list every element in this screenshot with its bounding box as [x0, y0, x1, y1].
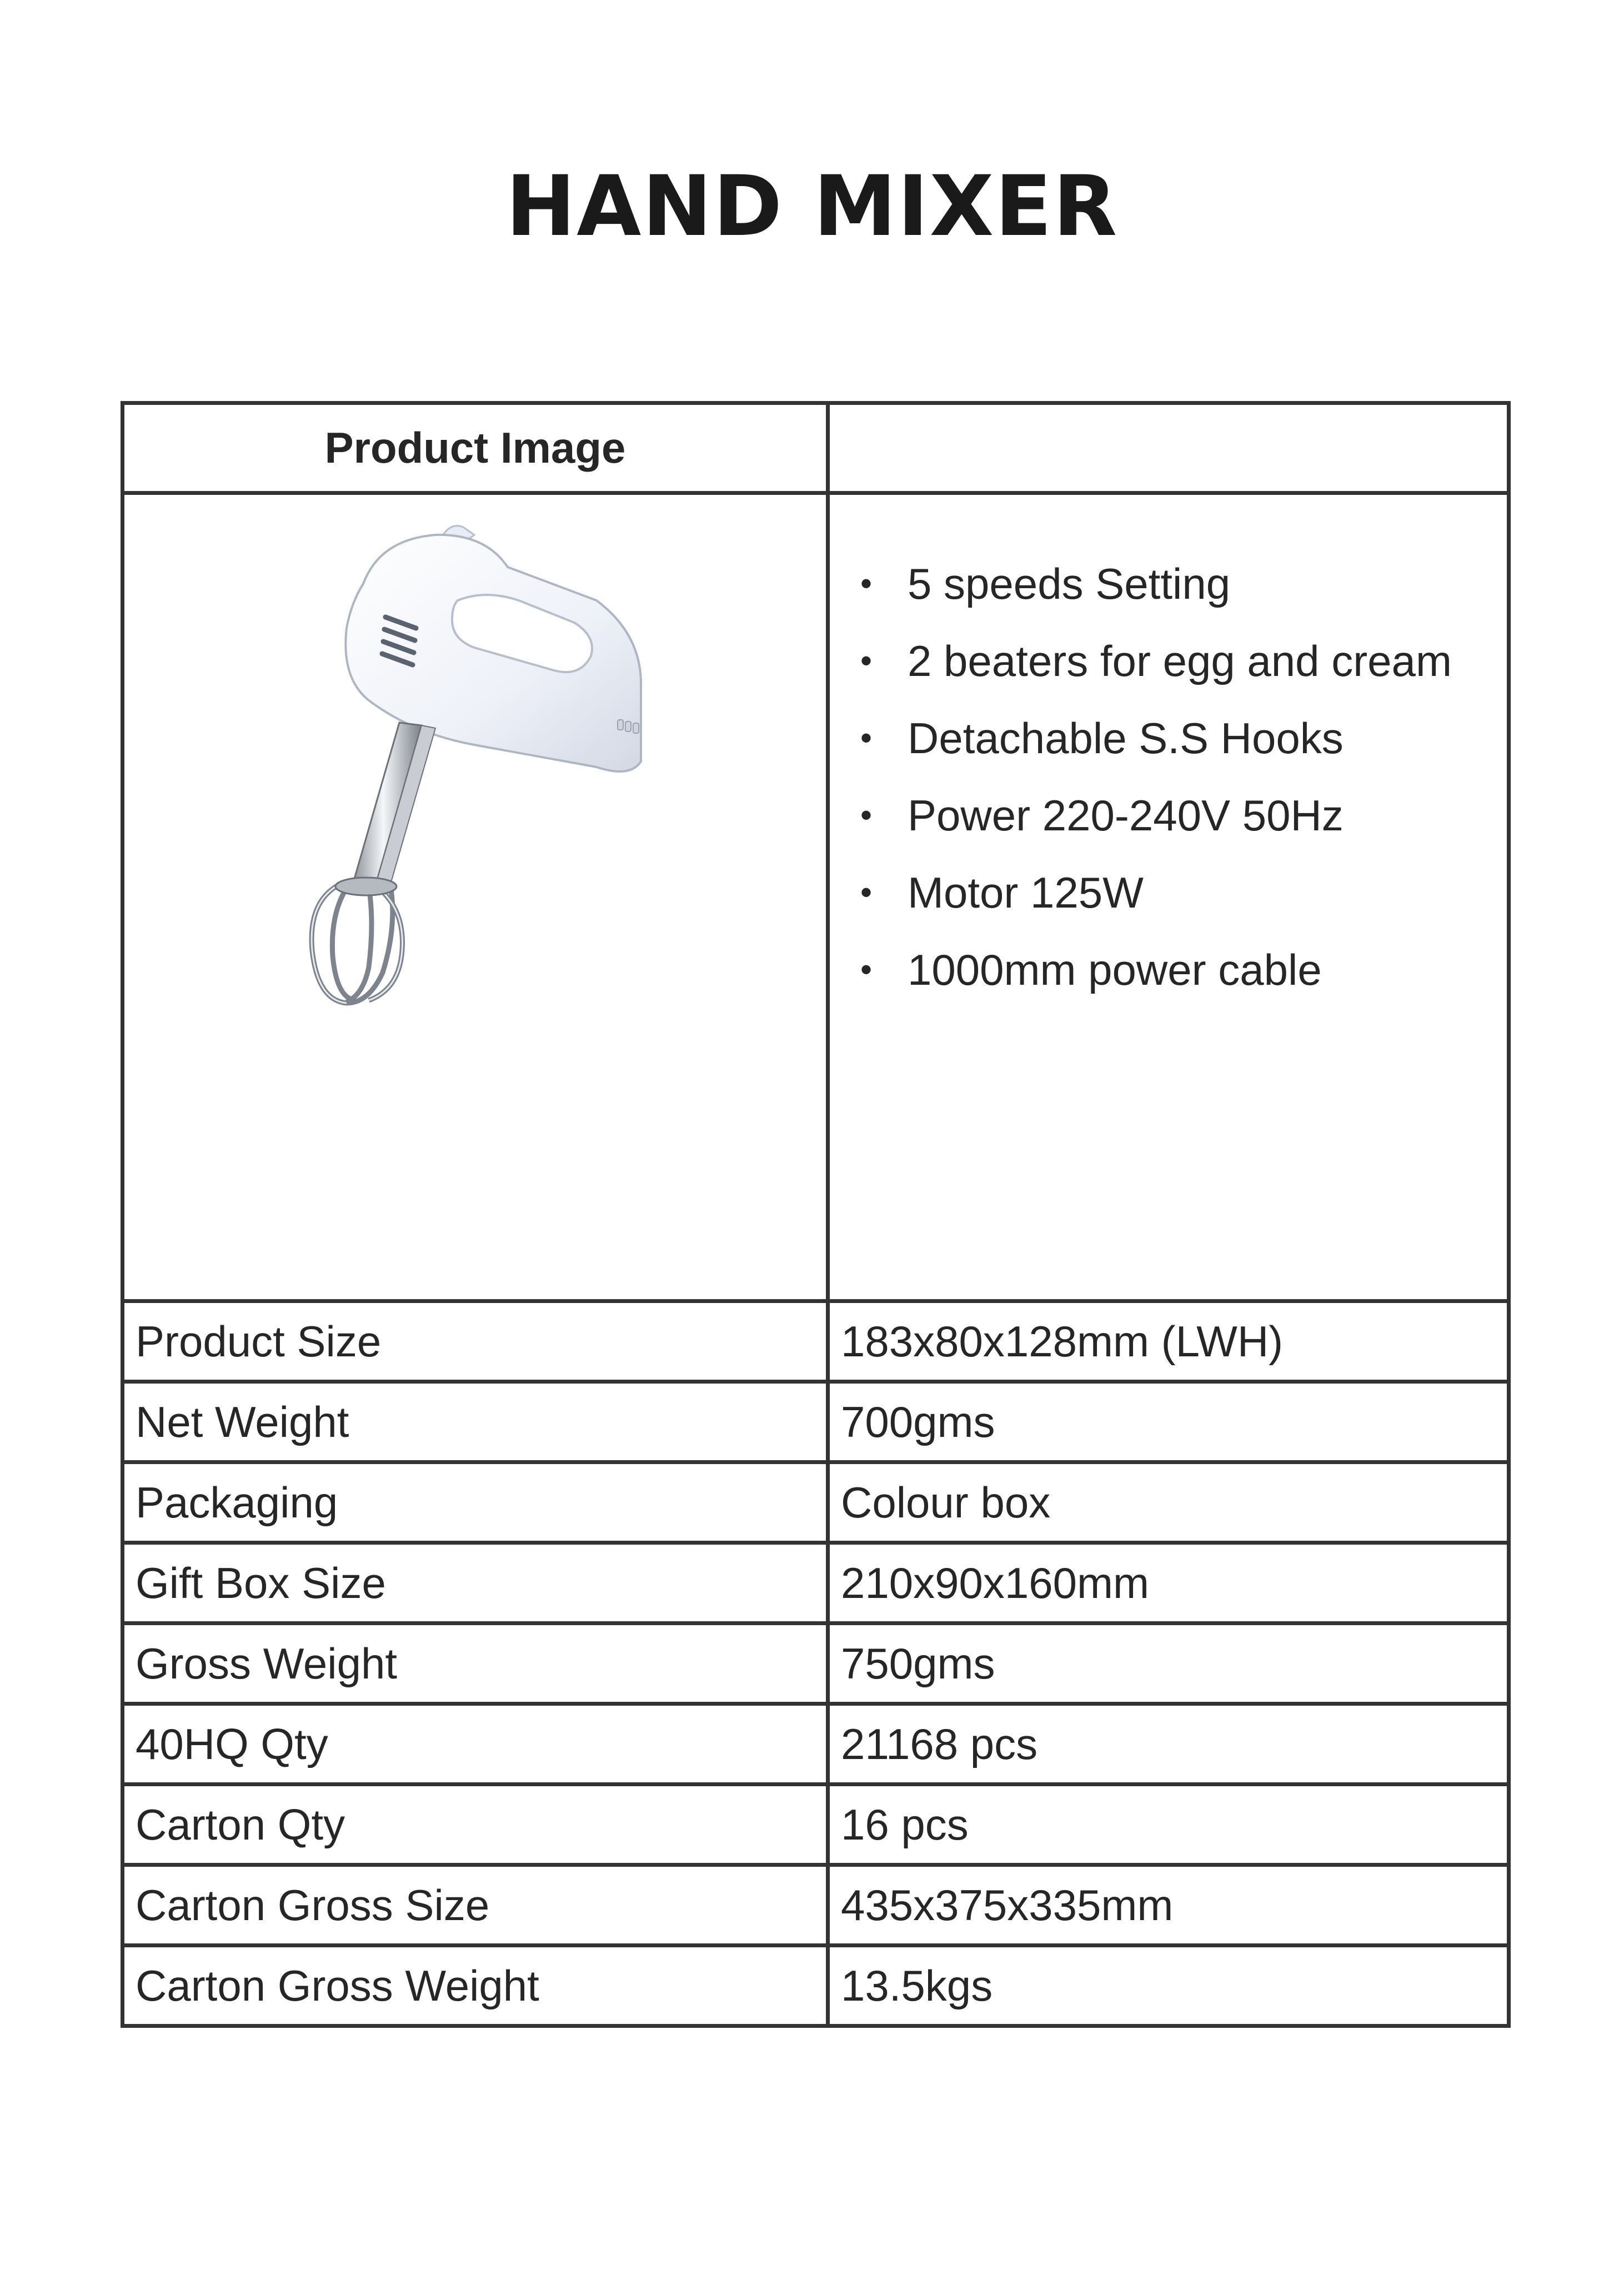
feature-text: 2 beaters for egg and cream	[908, 637, 1452, 685]
table-row	[123, 1382, 1509, 1462]
image-row	[123, 493, 1509, 1301]
page-title: HAND MIXER	[505, 158, 1119, 255]
table-row	[123, 1785, 1509, 1865]
table-row	[123, 1301, 1509, 1382]
row-label: Carton Qty	[123, 1785, 828, 1865]
row-value: 13.5kgs	[828, 1946, 1509, 2026]
row-value: Colour box	[828, 1462, 1509, 1543]
bullet-icon: •	[860, 951, 873, 988]
header-product-image: Product Image	[123, 403, 828, 493]
row-label: Carton Gross Weight	[123, 1946, 828, 2026]
bullet-icon: •	[860, 642, 873, 679]
list-item	[860, 713, 1507, 790]
feature-text: Motor 125W	[908, 868, 1144, 917]
table-row	[123, 1865, 1509, 1946]
row-label: Gift Box Size	[123, 1543, 828, 1623]
table-row	[123, 1543, 1509, 1623]
table-row	[123, 1462, 1509, 1543]
row-label: 40HQ Qty	[123, 1704, 828, 1785]
spec-table	[121, 401, 1511, 2028]
row-value: 16 pcs	[828, 1785, 1509, 1865]
row-value: 183x80x128mm (LWH)	[828, 1301, 1509, 1382]
row-label: Carton Gross Size	[123, 1865, 828, 1946]
row-label: Gross Weight	[123, 1623, 828, 1704]
feature-text: Power 220-240V 50Hz	[908, 791, 1344, 840]
table-row	[123, 1946, 1509, 2026]
list-item	[860, 790, 1507, 868]
feature-text: Detachable S.S Hooks	[908, 714, 1344, 763]
feature-text: 1000mm power cable	[908, 945, 1322, 994]
list-item	[860, 636, 1507, 713]
header-empty-cell	[828, 403, 1509, 493]
row-value: 435x375x335mm	[828, 1865, 1509, 1946]
row-value: 700gms	[828, 1382, 1509, 1462]
hand-mixer-image	[285, 500, 663, 1039]
row-value: 750gms	[828, 1623, 1509, 1704]
feature-text: 5 speeds Setting	[908, 559, 1231, 608]
feature-list	[830, 495, 1507, 1022]
bullet-icon: •	[860, 796, 873, 834]
bullet-icon: •	[860, 565, 873, 602]
row-value: 21168 pcs	[828, 1704, 1509, 1785]
row-label: Packaging	[123, 1462, 828, 1543]
table-header-row	[123, 403, 1509, 493]
list-item	[860, 559, 1507, 636]
product-image-cell	[123, 493, 828, 1301]
table-row	[123, 1704, 1509, 1785]
table-row	[123, 1623, 1509, 1704]
features-cell	[828, 493, 1509, 1301]
row-value: 210x90x160mm	[828, 1543, 1509, 1623]
row-label: Product Size	[123, 1301, 828, 1382]
row-label: Net Weight	[123, 1382, 828, 1462]
bullet-icon: •	[860, 874, 873, 911]
list-item	[860, 945, 1507, 1022]
list-item	[860, 868, 1507, 945]
bullet-icon: •	[860, 719, 873, 756]
